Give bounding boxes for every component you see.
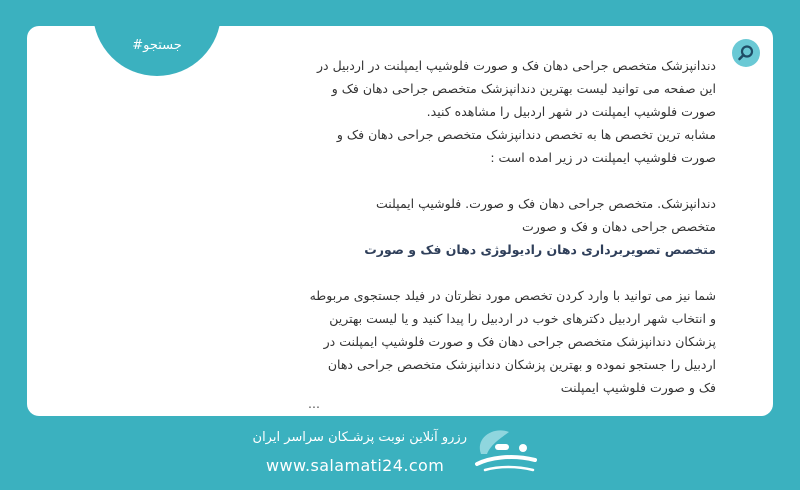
search-button[interactable]	[732, 39, 760, 67]
ellipsis: ...	[308, 396, 320, 411]
related-specialty-2[interactable]: متخصص جراحی دهان و فک و صورت	[521, 219, 716, 234]
footer-url[interactable]: www.salamati24.com	[266, 456, 445, 475]
intro-paragraph: دندانپزشک متخصص جراحی دهان فک و صورت فلوشیپ ایمپلنت در اردبیل در این صفحه می توانید لیست بهترین دندانپزشک متخصص جراحی دهان فک و صورت فلوشیپ ایمپلنت در شهر اردبیل را مشاهده کنید.	[317, 58, 716, 119]
search-icon	[737, 44, 755, 62]
salamati24-logo	[471, 424, 541, 476]
similar-specialties-paragraph: مشابه ترین تخصص ها به تخصص دندانپزشک متخصص جراحی دهان فک و صورت فلوشیپ ایمپلنت در زیر امده است :	[336, 127, 716, 165]
related-specialty-3[interactable]: متخصص تصویربرداری دهان رادیولوژی دهان فک و صورت	[364, 242, 716, 257]
search-tag-label[interactable]: #جستجو	[132, 38, 182, 53]
footer-tagline: رزرو آنلاین نوبت پزشـکان سراسر ایران	[252, 430, 467, 445]
related-specialty-1[interactable]: دندانپزشک. متخصص جراحی دهان فک و صورت. فلوشیپ ایمپلنت	[375, 196, 716, 211]
content-card	[27, 26, 773, 416]
search-help-paragraph: شما نیز می توانید با وارد کردن تخصص مورد نظرتان در فیلد جستجوی مربوطه و انتخاب شهر اردبیل دکترهای خوب در اردبیل را پیدا کنید و یا لیست بهترین پزشکان دندانپزشک متخصص جراحی دهان فک و صورت فلوشیپ ایمپلنت در اردبیل را جستجو نموده و بهترین پزشکان دندانپزشک متخصص جراحی دهان فک و صورت فلوشیپ ایمپلنت	[309, 288, 716, 395]
article-text	[308, 54, 716, 409]
